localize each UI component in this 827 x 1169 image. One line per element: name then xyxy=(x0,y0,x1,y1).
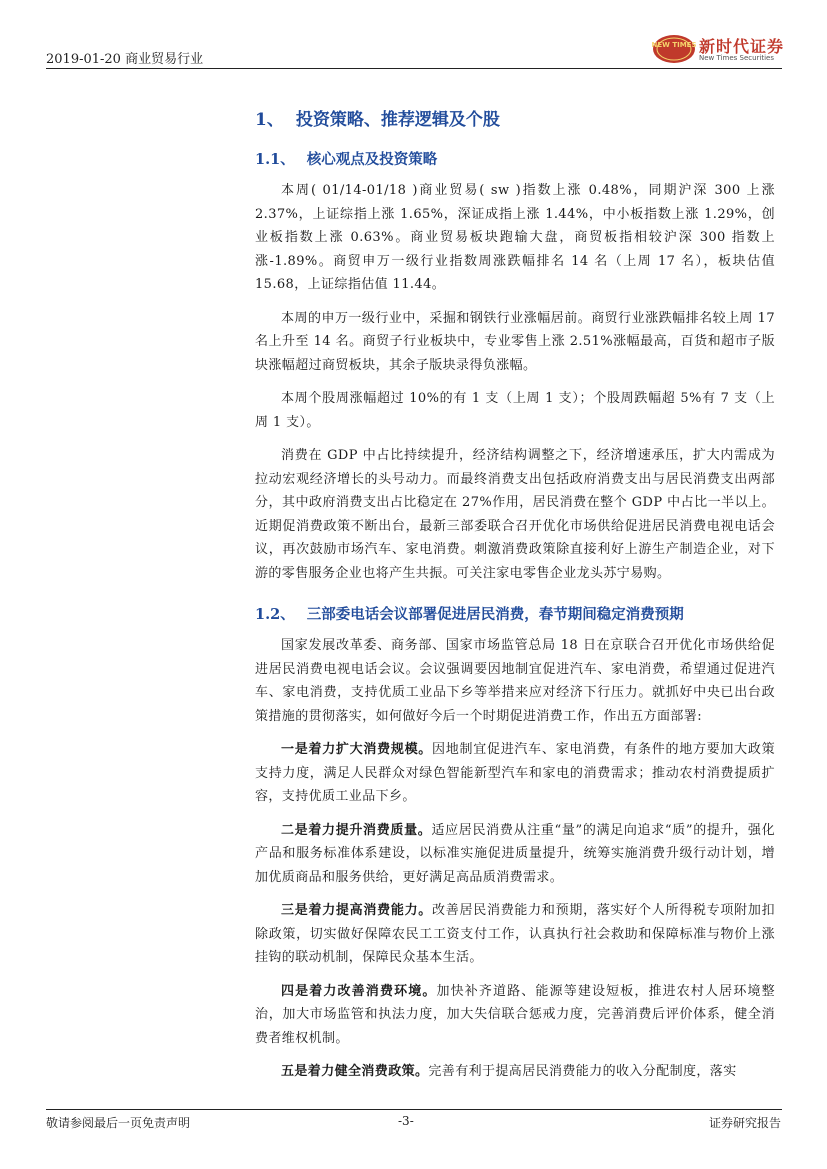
paragraph-industry-ranking: 本周的申万一级行业中，采掘和钢铁行业涨幅居前。商贸行业涨跌幅排名较上周 17 名上升至 14 名。商贸子行业板块中，专业零售上涨 2.51%涨幅最高，百货和超市子版块涨幅超过商贸板块，其余子版块录得负涨幅。 xyxy=(255,310,775,373)
point-5-text: 完善有利于提高居民消费能力的收入分配制度，落实 xyxy=(428,1064,737,1079)
header-date-industry: 2019-01-20 商业贸易行业 xyxy=(46,52,204,67)
section-1-1-heading xyxy=(255,148,775,169)
logo-name: 新时代证券 xyxy=(699,37,785,56)
paragraph-consumption-outlook: 消费在 GDP 中占比持续提升，经济结构调整之下，经济增速承压，扩大内需成为拉动宏观经济增长的头号动力。而最终消费支出包括政府消费支出与居民消费支出两部分，其中政府消费支出占比稳定在 27%作用，居民消费在整个 GDP 中占比一半以上。近期促消费政策不断出台，最新三部委联合召开优化市场供给促进居民消费电视电话会议，再次鼓励市场汽车、家电消费。刺激消费政策除直接利好上游生产制造企业，对下游的零售服务企业也将产生共振。可关注家电零售企业龙头苏宁易购。 xyxy=(255,448,775,581)
report-body xyxy=(255,105,775,1094)
point-3-text: 改善居民消费能力和预期，落实好个人所得税专项附加扣除政策，切实做好保障农民工工资支付工作，认真执行社会救助和保障标准与物价上涨挂钩的联动机制，保障民众基本生活。 xyxy=(255,903,775,965)
logo-seal-icon xyxy=(652,34,696,64)
point-2-lead: 二是着力提升消费质量。 xyxy=(281,822,432,838)
point-2 xyxy=(255,819,775,890)
point-4-lead: 四是着力改善消费环境。 xyxy=(281,983,437,999)
logo-subtitle: New Times Securities xyxy=(699,54,774,62)
section-1-number: 1、 xyxy=(255,110,284,130)
point-4 xyxy=(255,980,775,1051)
paragraph-meeting-intro: 国家发展改革委、商务部、国家市场监管总局 18 日在京联合召开优化市场供给促进居民消费电视电话会议。会议强调要因地制宜促进汽车、家电消费，希望通过促进汽车、家电消费，支持优质工业品下乡等举措来应对经济下行压力。就抓好中央已出台政策措施的贯彻落实，如何做好今后一个时期促进消费工作，作出五方面部署: xyxy=(255,638,775,724)
point-1-text: 因地制宜促进汽车、家电消费，有条件的地方要加大政策支持力度，满足人民群众对绿色智能新型汽车和家电的消费需求；推动农村消费提质扩容，支持优质工业品下乡。 xyxy=(255,742,775,804)
point-2-text: 适应居民消费从注重“量”的满足向追求“质”的提升，强化产品和服务标准体系建设，以标准实施促进质量提升，统筹实施消费升级行动计划，增加优质商品和服务供给，更好满足高品质消费需求。 xyxy=(255,822,775,885)
logo-seal-text: NEW TIMES xyxy=(652,41,696,49)
point-1-lead: 一是着力扩大消费规模。 xyxy=(281,742,433,757)
company-logo xyxy=(652,32,787,66)
point-5 xyxy=(255,1060,775,1084)
point-3 xyxy=(255,899,775,970)
section-1-1-title: 核心观点及投资策略 xyxy=(306,151,438,168)
section-1-2-number: 1.2、 xyxy=(255,606,295,623)
page-number: -3- xyxy=(398,1114,414,1128)
paragraph-stock-moves: 本周个股周涨幅超过 10%的有 1 支（上周 1 支）；个股周跌幅超 5%有 7 支（上周 1 支）。 xyxy=(255,391,775,430)
footer-divider xyxy=(46,1109,782,1110)
point-3-lead: 三是着力提高消费能力。 xyxy=(281,903,433,918)
section-1-2-title: 三部委电话会议部署促进居民消费，春节期间稳定消费预期 xyxy=(306,606,684,623)
header-divider xyxy=(46,68,782,69)
paragraph-weekly-index: 本周( 01/14-01/18 )商业贸易( sw )指数上涨 0.48%，同期沪深 300 上涨 2.37%，上证综指上涨 1.65%，深证成指上涨 1.44%，中小板指数上涨 1.29%，创业板指数上涨 0.63%。商业贸易板块跑输大盘，商贸板指相较沪深 300 指数上涨-1.89%。商贸申万一级行业指数周涨跌幅排名 14 名（上周 17 名），板块估值 15.68，上证综指估值 11.44。 xyxy=(255,183,775,292)
section-1-title: 投资策略、推荐逻辑及个股 xyxy=(295,110,500,130)
point-1 xyxy=(255,738,775,809)
section-1-2-heading xyxy=(255,603,775,624)
section-1-1-number: 1.1、 xyxy=(255,151,295,168)
footer-report-type: 证券研究报告 xyxy=(708,1116,781,1130)
section-1-heading xyxy=(255,105,775,130)
footer-disclaimer: 敬请参阅最后一页免责声明 xyxy=(46,1116,191,1130)
point-5-lead: 五是着力健全消费政策。 xyxy=(281,1064,429,1079)
point-4-text: 加快补齐道路、能源等建设短板，推进农村人居环境整治，加大市场监管和执法力度，加大失信联合惩戒力度，完善消费后评价体系，健全消费者维权机制。 xyxy=(255,983,775,1046)
